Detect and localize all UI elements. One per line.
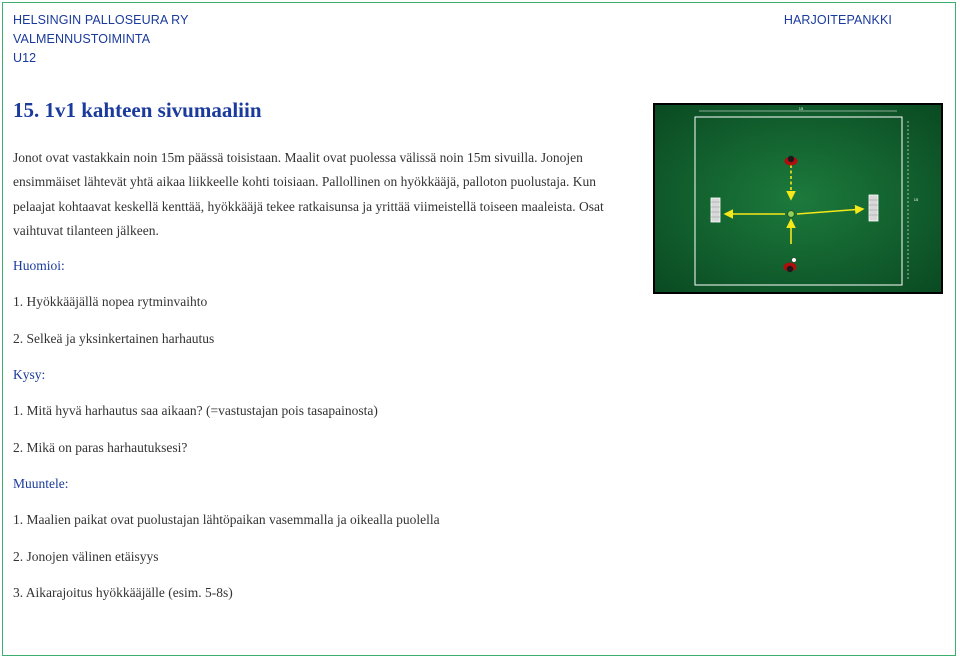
top-measure-label: 15: [798, 106, 804, 111]
exercise-title: 15. 1v1 kahteen sivumaaliin: [13, 98, 262, 122]
header-left: [13, 11, 189, 68]
header-bank: HARJOITEPANKKI: [783, 13, 892, 27]
exercise-description: [13, 146, 633, 243]
kysy-item: 2. Mikä on paras harhautuksesi?: [13, 440, 188, 455]
muuntele-item: 1. Maalien paikat ovat puolustajan lähtöpaikan vasemmalla ja oikealla puolella: [13, 512, 440, 527]
huomioi-item: 1. Hyökkääjällä nopea rytminvaihto: [13, 294, 208, 309]
description-line: vaihtuvat tilanteen jälkeen.: [13, 222, 159, 238]
huomioi-item: 2. Selkeä ja yksinkertainen harhautus: [13, 331, 215, 346]
kysy-heading: Kysy:: [13, 367, 46, 382]
description-line: ensimmäiset lähtevät yhtä aikaa liikkeelle kohti toisiaan. Pallollinen on hyökkääjä, palloton puolustaja. Kun: [13, 174, 596, 190]
huomioi-heading: Huomioi:: [13, 258, 65, 273]
right-goal: [869, 195, 878, 221]
drill-diagram: [653, 103, 943, 294]
kysy-item: 1. Mitä hyvä harhautus saa aikaan? (=vastustajan pois tasapainosta): [13, 403, 378, 418]
description-line: pelaajat kohtaavat keskellä kenttää, hyökkääjä tekee ratkaisunsa ja yrittää viimeistellä toiseen maaleista. Osat: [13, 198, 604, 214]
pitch: [655, 105, 941, 292]
ball-icon: [788, 211, 795, 218]
side-measure-label: 15: [913, 197, 919, 202]
muuntele-item: 2. Jonojen välinen etäisyys: [13, 549, 159, 564]
header-org: HELSINGIN PALLOSEURA RY: [13, 13, 189, 27]
muuntele-heading: Muuntele:: [13, 476, 69, 491]
left-goal: [711, 198, 720, 222]
muuntele-item: 3. Aikarajoitus hyökkääjälle (esim. 5-8s): [13, 585, 233, 600]
header-team: U12: [13, 51, 37, 65]
header-dept: VALMENNUSTOIMINTA: [13, 32, 151, 46]
description-line: Jonot ovat vastakkain noin 15m päässä toisistaan. Maalit ovat puolessa välissä noin 15m sivuilla. Jonojen: [13, 150, 583, 165]
